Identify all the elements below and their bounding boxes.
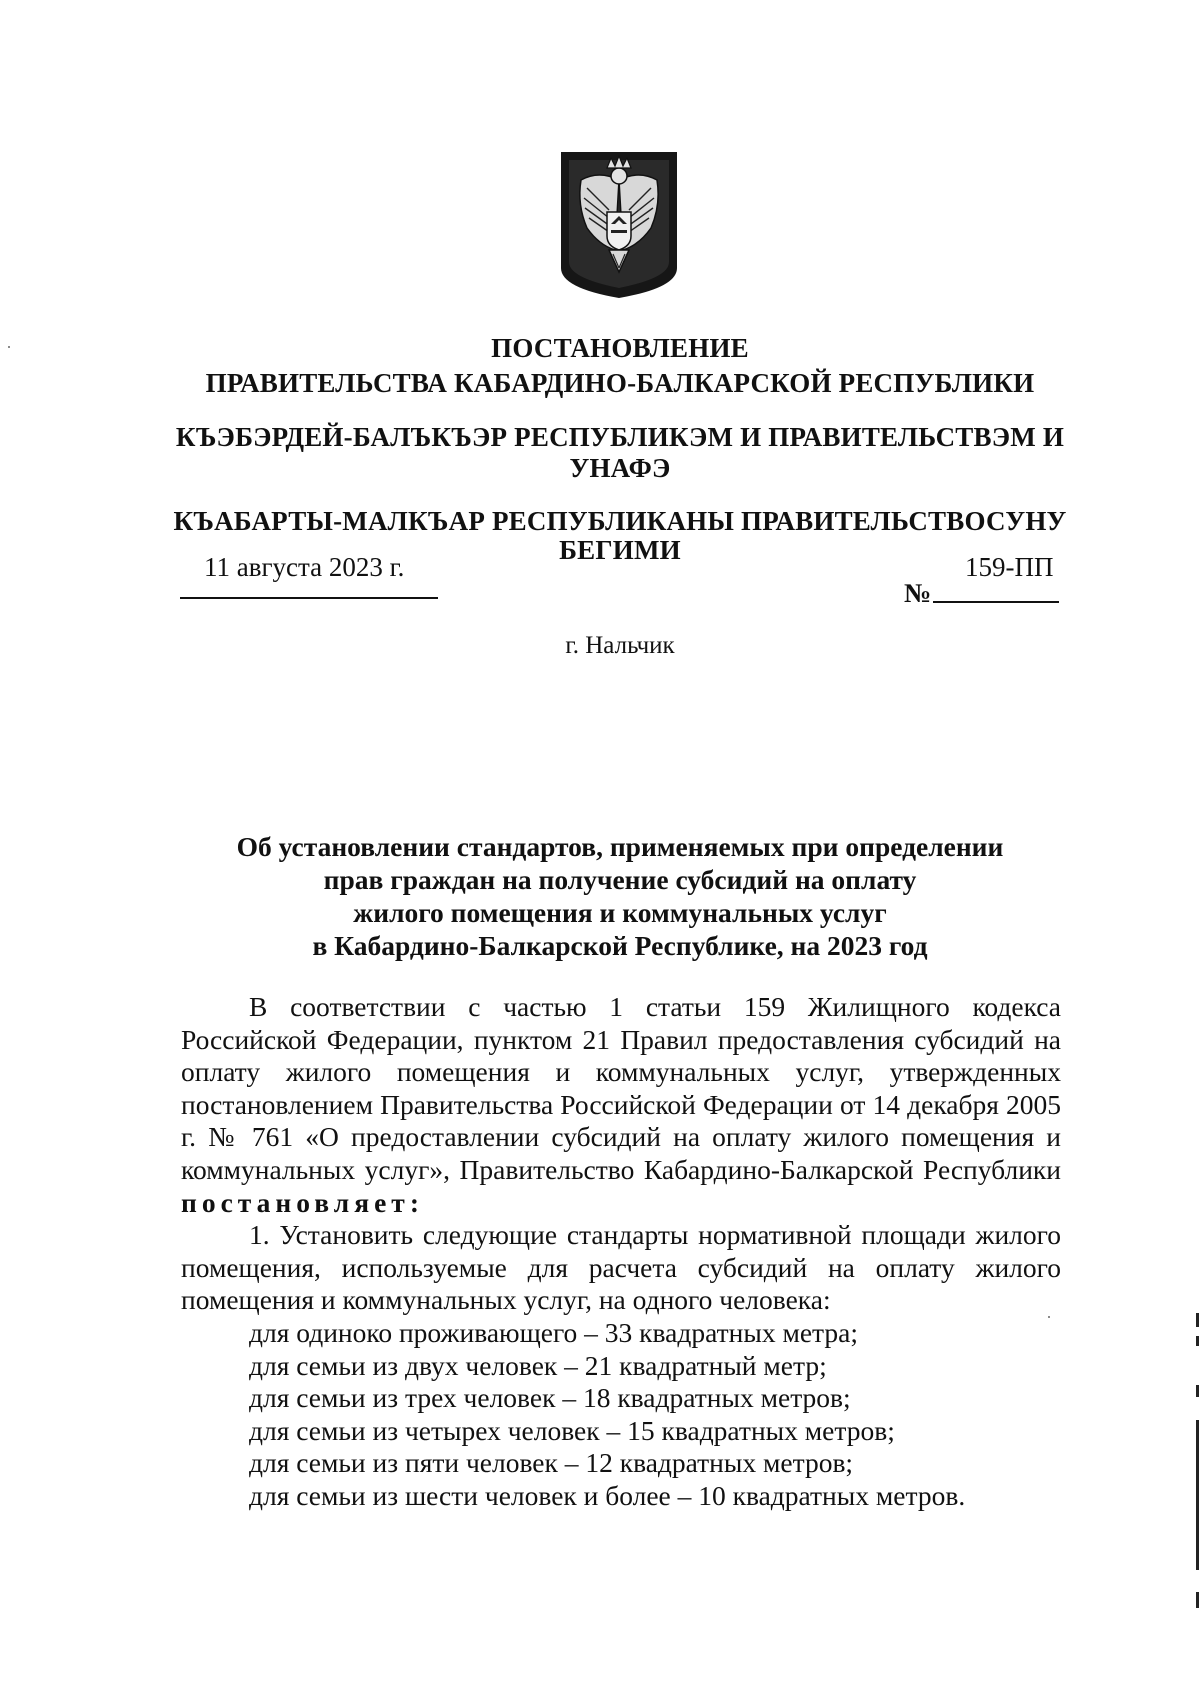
issuer-heading-kabardian-cont: УНАФЭ [569,453,671,483]
city: г. Нальчик [565,632,675,659]
number-underline [933,601,1059,603]
decree-title [150,830,1090,962]
scan-artifact [1196,1592,1199,1608]
preamble-text: В соответствии с частью 1 статьи 159 Жилищного кодекса Российской Федерации, пунктом 21 Правил предоставления субсидий на оплату жилого помещения и коммунальных услуг, утвержденных постановлением Правительства Российской Федерации от 14 декабря 2005 г. № 761 «О предоставлении субсидий на оплату жилого помещения и коммунальных услуг», Правительство Кабардино-Балкарской Республики [181,991,1061,1185]
scan-artifact [1196,1313,1199,1327]
issuer-heading-russian: ПРАВИТЕЛЬСТВА КАБАРДИНО-БАЛКАРСКОЙ РЕСПУБЛИКИ [205,368,1035,398]
date-underline [180,597,438,599]
list-item: для одиноко проживающего – 33 квадратных метра; [249,1316,859,1348]
point-1-paragraph: 1. Установить следующие стандарты нормативной площади жилого помещения, используемые для расчета субсидий на оплату жилого помещения и коммунальных услуг, на одного человека: [181,1219,1061,1316]
list-item: для семьи из четырех человек – 15 квадратных метров; [249,1414,895,1446]
doc-type-heading: ПОСТАНОВЛЕНИЕ [491,333,749,363]
list-item: для семьи из двух человек – 21 квадратный метр; [249,1349,827,1381]
decree-date: 11 августа 2023 г. [204,552,405,582]
list-item: для семьи из шести человек и более – 10 квадратных метров. [249,1479,966,1511]
scan-artifact [1196,1336,1199,1346]
scan-artifact [8,346,10,348]
issuer-heading-kabardian: КЪЭБЭРДЕЙ-БАЛЪКЪЭР РЕСПУБЛИКЭМ И ПРАВИТЕЛЬСТВЭМ И [175,422,1065,452]
number-label: № [904,578,932,608]
decree-word: постановляет: [181,1186,424,1218]
title-line: в Кабардино-Балкарской Республике, на 2023 год [312,930,928,961]
issuer-heading-balkar-cont: БЕГИМИ [559,535,681,565]
issuer-heading-balkar: КЪАБАРТЫ-МАЛКЪАР РЕСПУБЛИКАНЫ ПРАВИТЕЛЬСТВОСУНУ [173,506,1067,536]
title-line: Об установлении стандартов, применяемых при определении [236,831,1004,862]
preamble-paragraph [181,991,1061,1219]
title-line: прав граждан на получение субсидий на оплату [323,864,917,895]
scan-artifact [1196,1385,1199,1397]
title-line: жилого помещения и коммунальных услуг [353,897,887,928]
decree-body [181,991,1061,1513]
kbr-coat-of-arms-icon [559,150,679,300]
scan-artifact [1048,1316,1050,1318]
scan-artifact [1196,1420,1199,1570]
list-item: для семьи из пяти человек – 12 квадратных метров; [249,1447,854,1479]
decree-number: 159-ПП [965,552,1054,582]
list-item: для семьи из трех человек – 18 квадратных метров; [249,1382,851,1414]
